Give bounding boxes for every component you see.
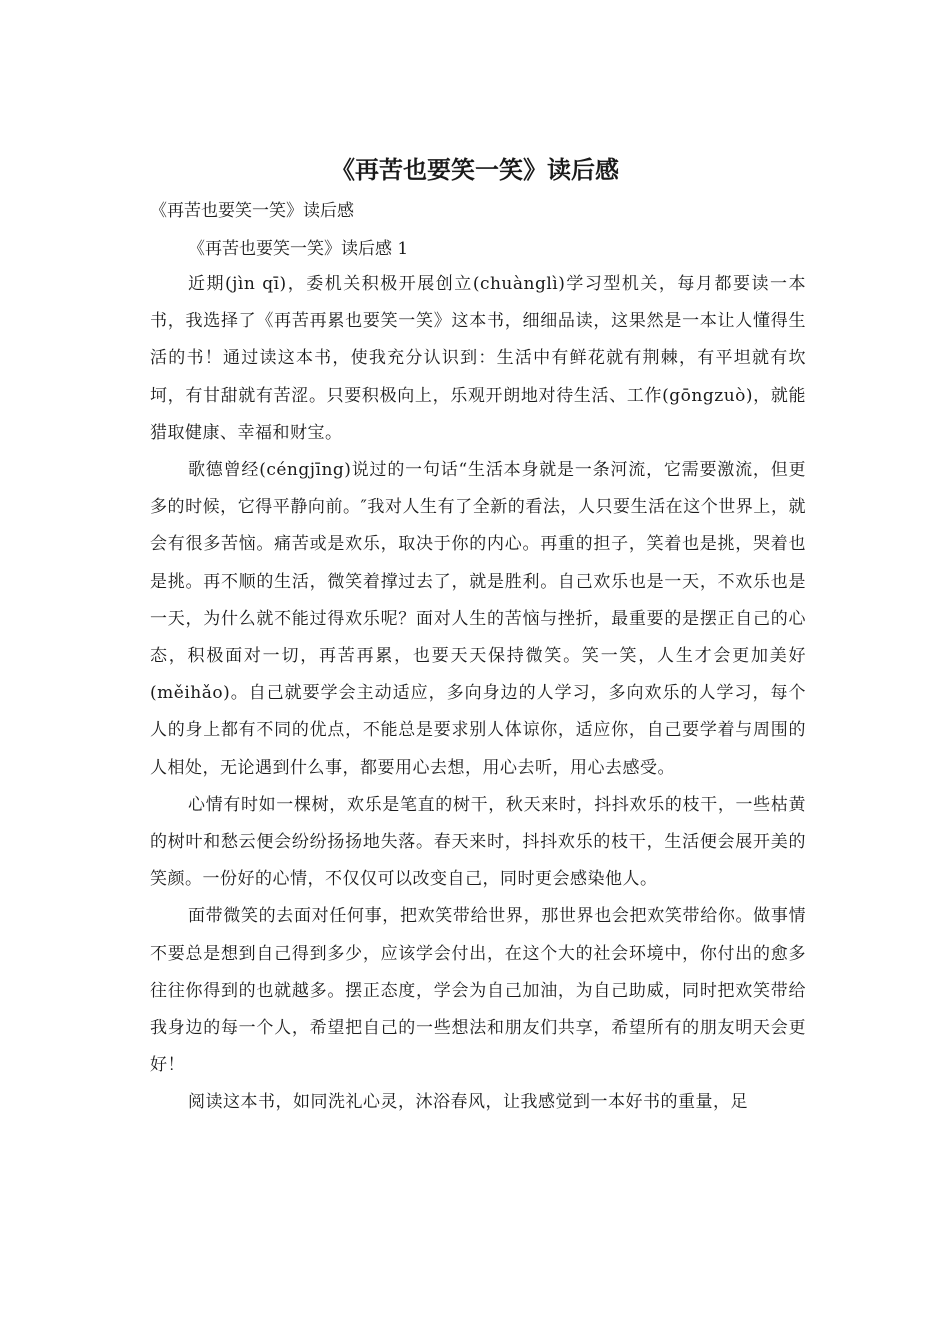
paragraph: 心情有时如一棵树，欢乐是笔直的树干，秋天来时，抖抖欢乐的枝干，一些枯黄的树叶和愁云便会纷纷扬扬地失落。春天来时，抖抖欢乐的枝干，生活便会展开美的笑颜。一份好的心情，不仅仅可以改变自己，同时更会感染他人。 xyxy=(150,794,806,890)
paragraph: 歌德曾经(céngjīng)说过的一句话“生活本身就是一条河流，它需要激流，但更多的时候，它得平静向前。″我对人生有了全新的看法，人只要生活在这个世界上，就会有很多苦恼。痛苦或是欢乐，取决于你的内心。再重的担子，笑着也是挑，哭着也是挑。再不顺的生活，微笑着撑过去了，就是胜利。自己欢乐也是一天，不欢乐也是一天，为什么就不能过得欢乐呢？面对人生的苦恼与挫折，最重要的是摆正自己的心态，积极面对一切，再苦再累，也要天天保持微笑。笑一笑，人生才会更加美好(měihǎo)。自己就要学会主动适应，多向身边的人学习，多向欢乐的人学习，每个人的身上都有不同的优点，不能总是要求别人体谅你，适应你，自己要学着与周围的人相处，无论遇到什么事，都要用心去想，用心去听，用心去感受。 xyxy=(150,460,806,778)
paragraph: 阅读这本书，如同洗礼心灵，沐浴春风，让我感觉到一本好书的重量，足 xyxy=(188,1092,748,1113)
section-heading: 《再苦也要笑一笑》读后感 1 xyxy=(188,239,409,259)
document-title: 《再苦也要笑一笑》读后感 xyxy=(331,156,619,184)
paragraph: 面带微笑的去面对任何事，把欢笑带给世界，那世界也会把欢笑带给你。做事情不要总是想到自己得到多少，应该学会付出，在这个大的社会环境中，你付出的愈多往往你得到的也就越多。摆正态度，学会为自己加油，为自己助威，同时把欢笑带给我身边的每一个人，希望把自己的一些想法和朋友们共享，希望所有的朋友明天会更好！ xyxy=(150,906,806,1076)
paragraph: 近期(jìn qī)，委机关积极开展创立(chuànglì)学习型机关，每月都要读一本书，我选择了《再苦再累也要笑一笑》这本书，细细品读，这果然是一本让人懂得生活的书！通过读这本书，使我充分认识到：生活中有鲜花就有荆棘，有平坦就有坎坷，有甘甜就有苦涩。只要积极向上，乐观开朗地对待生活、工作(gōngzuò)，就能猎取健康、幸福和财宝。 xyxy=(150,274,806,443)
document-body xyxy=(150,266,806,1122)
document-subtitle: 《再苦也要笑一笑》读后感 xyxy=(150,201,354,221)
